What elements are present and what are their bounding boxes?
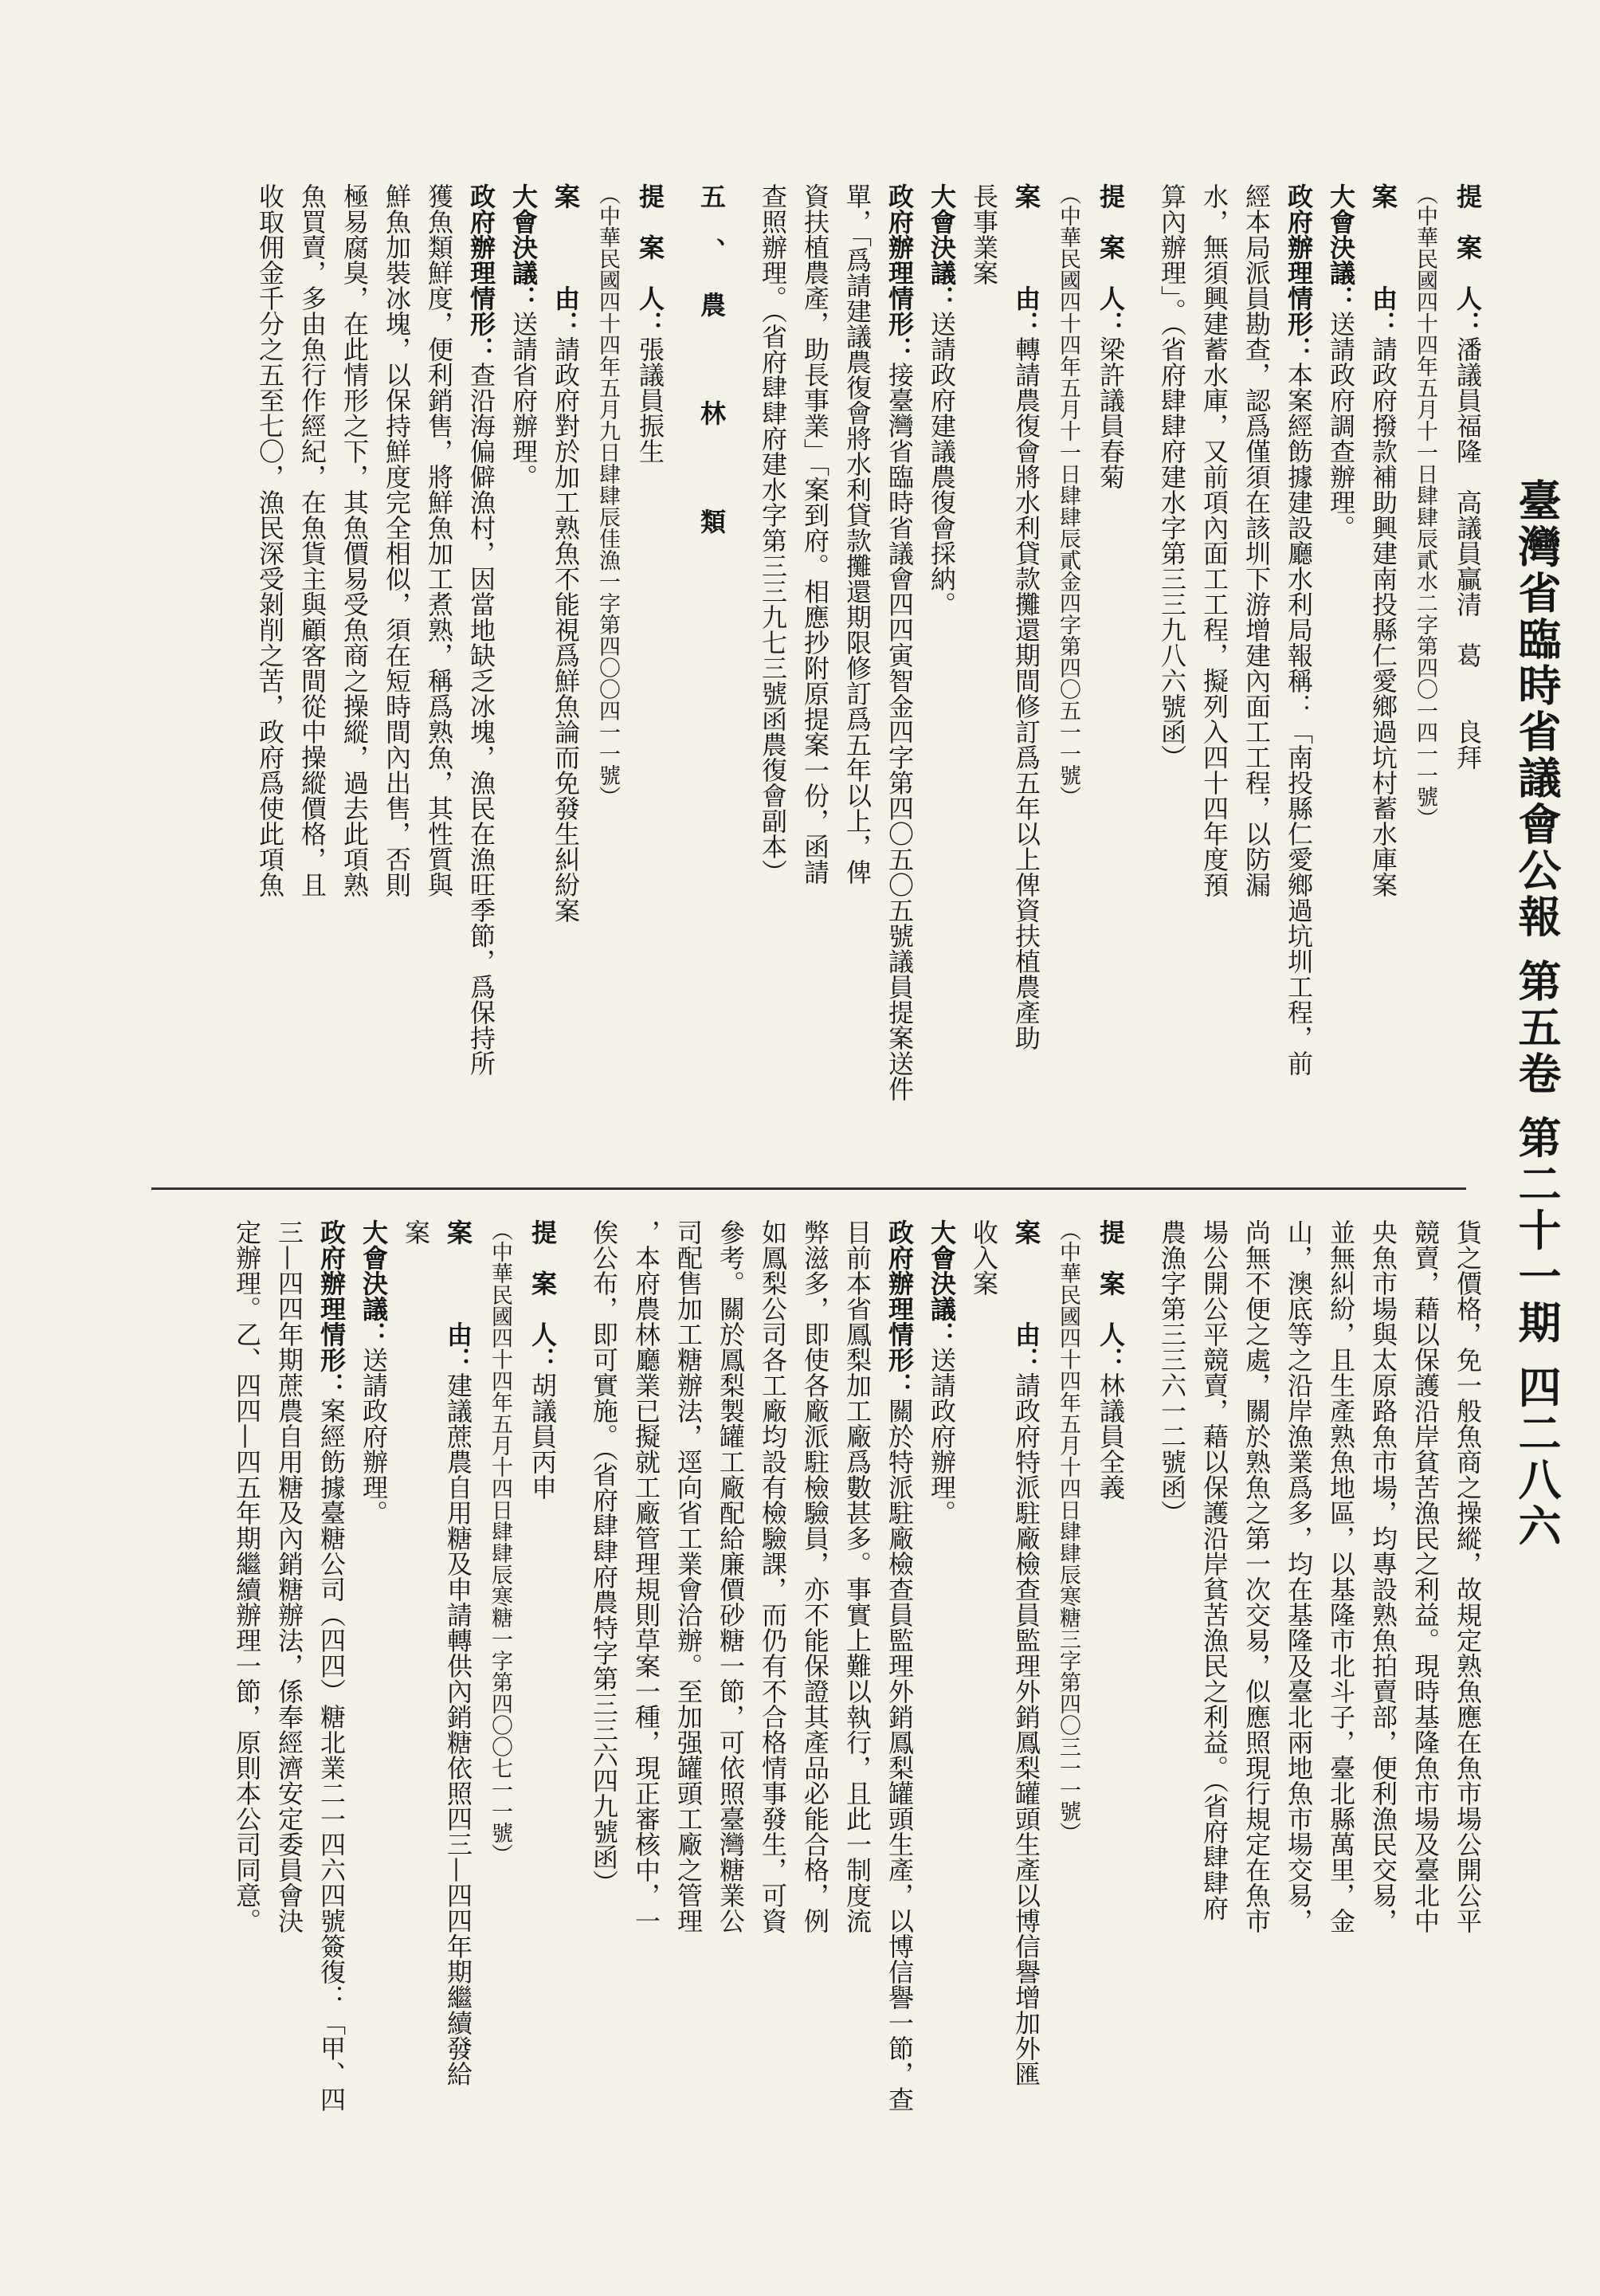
action-line: 案經飭據臺糖公司（四四）糖北業二一四六四號簽復：「甲、四 — [316, 1398, 347, 2112]
proposer-name: 潘議員福隆 高議員贏清 葛 良拜 — [1453, 336, 1483, 770]
subject-text: 收入案 — [969, 1219, 999, 1296]
action-line: 司配售加工糖辦法，逕向省工業會洽辦。至加强罐頭工廠之管理 — [673, 1219, 704, 1933]
action-line: 資扶植農產，助長事業」「案到府。相應抄附原提案一份，函請 — [800, 183, 830, 885]
action-line: ，本府農林廳業已擬就工廠管理規則草案一種，現正審核中，一 — [631, 1219, 661, 1933]
proposer-label: 提 案 人： — [1096, 1219, 1126, 1372]
subject-label: 案 由： — [1011, 1219, 1041, 1372]
decision-label: 大會決議： — [508, 183, 539, 311]
action-line: 鮮魚加裝冰塊，以保持鮮度完全相似，須在短時間內出售，否則 — [382, 183, 412, 897]
section-divider — [151, 1187, 1466, 1190]
category-title: 五、農 林 類 — [696, 183, 727, 563]
action-line: 如鳳梨公司各工廠均設有檢驗課，而仍有不合格情事發生，可資 — [758, 1219, 788, 1933]
reference-number: （中華民國四十四年五月十四日肆肆辰寒糖一字第四〇〇七一一號） — [488, 1219, 512, 1865]
subject-text: 請政府對於加工熟魚不能視爲鮮魚論而免發生糾紛案 — [551, 336, 581, 923]
gov-action-label: 政府辦理情形： — [1284, 183, 1314, 362]
decision-text: 送請政府建議農復會採納。 — [927, 311, 957, 617]
subject-text: 建議蔗農自用糖及申請轉供內銷糖依照四三—四四年期繼續發給 — [443, 1372, 473, 2086]
action-line: 收取佣金千分之五至七〇，漁民深受剝削之苦，政府爲使此項魚 — [255, 183, 285, 897]
action-line: 目前本省鳳梨加工廠爲數甚多。事實上難以執行，且此一制度流 — [842, 1219, 873, 1933]
action-line: 弊滋多，即使各廠派駐檢驗員，亦不能保證其產品必能合格，例 — [800, 1219, 830, 1933]
gov-action-label: 政府辦理情形： — [884, 183, 915, 362]
subject-label: 案 由： — [443, 1219, 473, 1372]
action-line: 算內辦理」。（省府肆肆府建水字第三三九八六號函） — [1157, 183, 1187, 770]
proposer-label: 提 案 人： — [635, 183, 665, 336]
action-line: 查沿海偏僻漁村，因當地缺乏冰塊，漁民在漁旺季節，爲保持所 — [466, 362, 496, 1076]
action-line: 貨之價格，免一般魚商之操縱，故規定熟魚應在魚市場公開公平 — [1453, 1219, 1483, 1933]
proposer-label: 提 案 人： — [1096, 183, 1126, 336]
action-line: 參考。關於鳳梨製罐工廠配給廉價砂糖一節，可依照臺灣糖業公 — [716, 1219, 746, 1933]
decision-label: 大會決議： — [359, 1219, 389, 1347]
lower-section — [134, 1219, 1488, 2208]
action-line: 接臺灣省臨時省議會四四寅智金四字第四〇五〇五號議員提案送件 — [884, 362, 915, 1101]
action-line: 查照辦理。（省府肆肆府建水字第三三九七三號函農復會副本） — [758, 183, 788, 885]
decision-text: 送請政府調查辦理。 — [1326, 311, 1356, 540]
action-line: 水，無須興建蓄水庫，又前項內面工工程，擬列入四十四年度預 — [1199, 183, 1229, 897]
action-line: 山，澳底等之沿岸漁業爲多，均在基隆及臺北兩地魚市場交易， — [1284, 1219, 1314, 1933]
action-line: 尚無不便之處，關於熟魚之第一次交易，似應照現行規定在魚市 — [1241, 1219, 1272, 1933]
proposer-name: 梁許議員春菊 — [1096, 336, 1126, 489]
subject-label: 案 由： — [551, 183, 581, 336]
gov-action-label: 政府辦理情形： — [466, 183, 496, 362]
reference-number: （中華民國四十四年五月十一日肆肆辰貳金四字第四〇五一一號） — [1056, 183, 1080, 807]
proposer-label: 提 案 人： — [527, 1219, 558, 1372]
action-line: 極易腐臭，在此情形之下，其魚價易受魚商之操縱，過去此項熟 — [339, 183, 370, 897]
entry-irrigation-loan — [751, 183, 1131, 1164]
proposer-name: 林議員全義 — [1096, 1372, 1126, 1500]
action-line: 三—四四年期蔗農自用糖及內銷糖辦法，係奉經濟安定委員會決 — [274, 1219, 304, 1933]
action-line: 競賣，藉以保護沿岸貧苦漁民之利益。現時基隆魚市場及臺北中 — [1410, 1219, 1441, 1933]
gov-action-label: 政府辦理情形： — [316, 1219, 347, 1398]
decision-label: 大會決議： — [927, 183, 957, 311]
gov-action-label: 政府辦理情形： — [884, 1219, 915, 1398]
page-header — [1496, 478, 1568, 2200]
action-line: 俟公布，即可實施。（省府肆肆府農特字第三三六四九號函） — [589, 1219, 619, 1895]
decision-label: 大會決議： — [1326, 183, 1356, 311]
entry-pineapple-inspection — [582, 1219, 1131, 2208]
proposer-name: 胡議員丙申 — [527, 1372, 558, 1500]
action-line: 關於特派駐廠檢查員監理外銷鳳梨罐頭生產，以博信譽一節，查 — [884, 1398, 915, 2112]
decision-text: 送請省府辦理。 — [508, 311, 539, 489]
subject-text: 長事業案 — [969, 183, 999, 285]
entry-reservoir — [1151, 183, 1488, 1164]
entry-cooked-fish-continued — [1151, 1219, 1488, 2208]
volume-label: 第五卷 — [1512, 958, 1563, 1097]
entry-sugar-allocation — [225, 1219, 563, 2208]
action-line: 獲魚類鮮度，便利銷售，將鮮魚加工煮熟，稱爲熟魚，其性質與 — [424, 183, 454, 897]
page-number: 四二八六 — [1512, 1364, 1563, 1550]
proposer-label: 提 案 人： — [1453, 183, 1483, 336]
upper-section — [134, 183, 1488, 1164]
decision-text: 送請政府辦理。 — [927, 1347, 957, 1525]
action-line: 單，「爲請建議農復會將水利貸款攤還期限修訂爲五年以上，俾 — [842, 183, 873, 885]
gazette-title: 臺灣省臨時省議會公報 — [1512, 478, 1563, 940]
subject-text: 案 — [401, 1219, 431, 1245]
decision-label: 大會決議： — [927, 1219, 957, 1347]
reference-number: （中華民國四十四年五月十一日肆肆辰貳水二字第四〇一四一一號） — [1413, 183, 1437, 829]
action-line: 央魚市場與太原路魚市場，均專設熟魚拍賣部，便利漁民交易， — [1368, 1219, 1398, 1933]
subject-label: 案 由： — [1011, 183, 1041, 336]
action-line: 並無糾紛，且生產熟魚地區，以基隆市北斗子，臺北縣萬里，金 — [1326, 1219, 1356, 1933]
action-line: 農漁字第三三六一二號函） — [1157, 1219, 1187, 1525]
action-line: 經本局派員勘查，認爲僅須在該圳下游增建內面工工程，以防漏 — [1241, 183, 1272, 897]
issue-label: 第二十一期 — [1512, 1115, 1563, 1347]
subject-text: 轉請農復會將水利貸款攤還期間修訂爲五年以上俾資扶植農產助 — [1011, 336, 1041, 1050]
action-line: 定辦理。乙、四四—四五年期繼續辦理一節，原則本公司同意。 — [232, 1219, 262, 1933]
action-line: 場公開公平競賣，藉以保護沿岸貧苦漁民之利益。（省府肆肆府 — [1199, 1219, 1229, 1921]
reference-number: （中華民國四十四年五月十四日肆肆辰寒糖三字第四〇三一一號） — [1056, 1219, 1080, 1843]
reference-number: （中華民國四十四年五月九日肆肆辰佳漁一字第四〇〇四一一號） — [595, 183, 620, 807]
proposer-name: 張議員振生 — [635, 336, 665, 464]
entry-cooked-fish — [249, 183, 671, 1164]
subject-label: 案 由： — [1368, 183, 1398, 336]
subject-text: 請政府特派駐廠檢查員監理外銷鳳梨罐頭生產以博信譽增加外匯 — [1011, 1372, 1041, 2086]
action-line: 本案經飭據建設廳水利局報稱：「南投縣仁愛鄉過坑圳工程，前 — [1284, 362, 1314, 1076]
action-line: 魚買賣，多由魚行作經紀，在魚貨主與顧客間從中操縱價格，且 — [297, 183, 327, 897]
subject-text: 請政府撥款補助興建南投縣仁愛鄉過坑村蓄水庫案 — [1368, 336, 1398, 897]
decision-text: 送請政府辦理。 — [359, 1347, 389, 1525]
category-heading — [690, 183, 732, 1164]
